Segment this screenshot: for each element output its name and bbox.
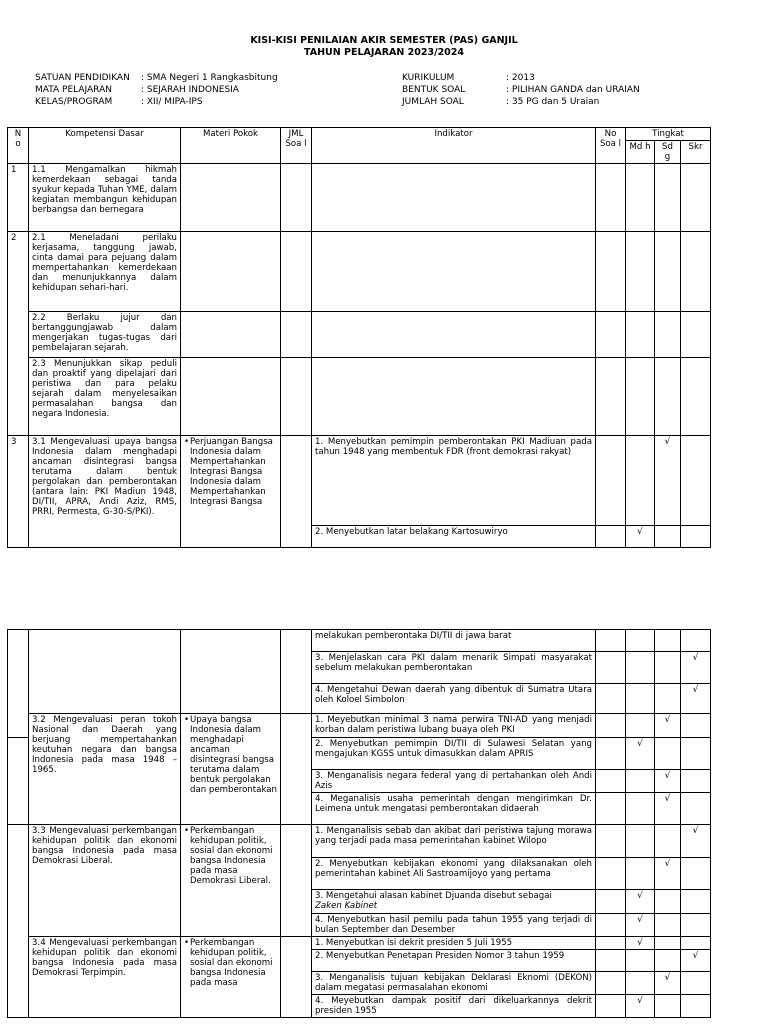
table-row: 2 2.1 Meneladani perilaku kerjasama, tanggung jawab, cinta damai para pejuang dalam mempertahankan kemerdekaan dan menunjukkannya dalam kehidupan sehari-hari. — [8, 232, 711, 312]
check-mark: √ — [681, 825, 711, 858]
table-row — [8, 630, 711, 652]
indicator-cell: 3. Menganalisis tujuan kebijakan Deklarasi Eknomi (DEKON) dalam megatasi permasalahan ekonomi — [312, 972, 596, 995]
indicator-cell: 2. Menyebutkan Penetapan Presiden Nomor 3 tahun 1959 — [312, 950, 596, 972]
header-tingkat: Tingkat — [626, 128, 711, 141]
check-mark: √ — [626, 995, 655, 1018]
kisi-kisi-table-page2 — [7, 629, 711, 1018]
indicator-cell: 1. Menganalisis sebab dan akibat dari peristiwa tajung morawa yang terjadi pada masa pemerintahan kabinet Wilopo — [312, 825, 596, 858]
indicator-cell: 2. Menyebutkan latar belakang Kartosuwiryo — [312, 526, 596, 548]
indicator-cell: 3. Menganalisis negara federal yang di pertahankan oleh Andi Azis — [312, 770, 596, 793]
check-mark: √ — [681, 652, 711, 684]
indicator-cell: 2. Menyebutkan kebijakan ekonomi yang dilaksanakan oleh pemerintahan kabinet Ali Sastroamijoyo yang pertama — [312, 858, 596, 890]
materi-cell: • Perkembangan kehidupan politik, sosial dan ekonomi bangsa Indonesia pada masa Demokrasi Liberal. — [181, 825, 281, 937]
kd-cell: 2.3 Menunjukkan sikap peduli dan proaktif yang dipelajari dari peristiwa dan para pelaku sejarah dalam menyelesaikan permasalahan bangsa dan negara Indonesia. — [29, 358, 181, 436]
kd-cell: 2.1 Meneladani perilaku kerjasama, tanggung jawab, cinta damai para pejuang dalam mempertahankan kemerdekaan dan menunjukkannya dalam kehidupan sehari-hari. — [29, 232, 181, 312]
indicator-cell: 4. Meganalisis usaha pemerintah dengan mengirimkan Dr. Leimena untuk mengatasi pemberontakan didaerah — [312, 793, 596, 825]
check-mark: √ — [626, 914, 655, 937]
kisi-kisi-table-page1 — [7, 127, 711, 548]
materi-cell: • Perjuangan Bangsa Indonesia dalam Mempertahankan Integrasi Bangsa Indonesia dalam Mempertahankan Integrasi Bangsa — [181, 436, 281, 548]
header-skr: Skr — [681, 141, 711, 164]
kd-cell: 3.2 Mengevaluasi peran tokoh Nasional dan Daerah yang berjuang mempertahankan keutuhan negara dan bangsa Indonesia pada masa 1948 – 1965. — [29, 714, 181, 825]
check-mark: √ — [655, 436, 681, 526]
indicator-cell: 3. Menjelaskan cara PKI dalam menarik Simpati masyarakat sebelum melakukan pemberontakan — [312, 652, 596, 684]
indicator-cell: 1. Menyebutkan pemimpin pemberontakan PKI Madiuan pada tahun 1948 yang membentuk FDR (front demokrasi rakyat) — [312, 436, 596, 526]
check-mark: √ — [655, 858, 681, 890]
materi-cell: • Perkembangan kehidupan politik, sosial dan ekonomi bangsa Indonesia pada masa — [181, 937, 281, 1018]
indicator-cell: 4. Meyebutkan dampak positif dari dikeluarkannya dekrit presiden 1955 — [312, 995, 596, 1018]
meta-row-jumlah: JUMLAH SOAL : 35 PG dan 5 Uraian — [402, 97, 600, 107]
kd-cell: 3.3 Mengevaluasi perkembangan kehidupan politik dan ekonomi bangsa Indonesia pada masa Demokrasi Liberal. — [29, 825, 181, 937]
kd-cell: 3.1 Mengevaluasi upaya bangsa Indonesia dalam menghadapi ancaman disintegrasi bangsa terutama dalam bentuk pergolakan dan pemberontakan (antara lain: PKI Madiun 1948, DI/TII, APRA, Andi Aziz, RMS, PRRI, Permesta, G-30-S/PKI). — [29, 436, 181, 548]
table-row: 3 3.1 Mengevaluasi upaya bangsa Indonesia dalam menghadapi ancaman disintegrasi bangsa terutama dalam bentuk pergolakan dan pemberontakan (antara lain: PKI Madiun 1948, DI/TII, APRA, Andi Aziz, RMS, PRRI, Permesta, G-30-S/PKI). • Perjuangan Bangsa Indonesia dalam Mempertahankan Integrasi Bangsa Indonesia dalam Mempertahankan Integrasi Bangsa 1. Menyebutkan pemimpin pemberontakan PKI Madiuan pada tahun 1948 yang membentuk FDR (front demokrasi rakyat) √ — [8, 436, 711, 526]
check-mark: √ — [681, 950, 711, 972]
indicator-cell: 1. Menyebutkan isi dekrit presiden 5 Juli 1955 — [312, 937, 596, 950]
meta-row-satuan: SATUAN PENDIDIKAN : SMA Negeri 1 Rangkasbitung — [35, 73, 278, 83]
header-jml: JML Soa l — [281, 128, 312, 164]
page-break — [0, 562, 768, 626]
meta-row-kurikulum: KURIKULUM : 2013 — [402, 73, 535, 83]
check-mark: √ — [626, 526, 655, 548]
indicator-cell: 1. Meyebutkan minimal 3 nama perwira TNI-AD yang menjadi korban dalam peristiwa lubang buaya oleh PKI — [312, 714, 596, 738]
check-mark: √ — [655, 793, 681, 825]
table-row — [8, 358, 711, 436]
table-row — [8, 937, 711, 950]
check-mark: √ — [626, 890, 655, 914]
meta-row-mapel: MATA PELAJARAN : SEJARAH INDONESIA — [35, 85, 239, 95]
kd-cell: 2.2 Berlaku jujur dan bertanggungjawab dalam mengerjakan tugas-tugas dari pembelajaran sejarah. — [29, 312, 181, 358]
kd-cell: 3.4 Mengevaluasi perkembangan kehidupan politik dan ekonomi bangsa Indonesia pada masa Demokrasi Terpimpin. — [29, 937, 181, 1018]
materi-cell: • Upaya bangsa Indonesia dalam menghadapi ancaman disintegrasi bangsa terutama dalam bentuk pergolakan dan pemberontakan — [181, 714, 281, 825]
check-mark: √ — [655, 972, 681, 995]
table-row — [8, 714, 711, 738]
meta-right — [402, 72, 640, 108]
indicator-cell: melakukan pemberontaka DI/TII di jawa barat — [312, 630, 596, 652]
table-row: 1 1.1 Mengamalkan hikmah kemerdekaan sebagai tanda syukur kepada Tuhan YME, dalam kegiatan membangun kehidupan berbangsa dan bernegara — [8, 164, 711, 232]
table-row — [8, 825, 711, 858]
indicator-cell: 3. Mengetahui alasan kabinet Djuanda disebut sebagai Zaken Kabinet — [312, 890, 596, 914]
header-no: N o — [8, 128, 29, 164]
check-mark: √ — [626, 738, 655, 770]
indicator-cell: 4. Mengetahui Dewan daerah yang dibentuk di Sumatra Utara oleh Koloel Simbolon — [312, 684, 596, 714]
header-mdh: Md h — [626, 141, 655, 164]
header-indikator: Indikator — [312, 128, 596, 164]
kd-cell: 1.1 Mengamalkan hikmah kemerdekaan sebagai tanda syukur kepada Tuhan YME, dalam kegiatan membangun kehidupan berbangsa dan bernegara — [29, 164, 181, 232]
check-mark: √ — [655, 770, 681, 793]
indicator-cell: 4. Menyebutkan hasil pemilu pada tahun 1955 yang terjadi di bulan September dan Desember — [312, 914, 596, 937]
table-row — [8, 312, 711, 358]
header-kd: Kompetensi Dasar — [29, 128, 181, 164]
check-mark: √ — [681, 684, 711, 714]
meta-row-kelas: KELAS/PROGRAM : XII/ MIPA-IPS — [35, 97, 203, 107]
header-nosoal: No Soa l — [596, 128, 626, 164]
document-subtitle: TAHUN PELAJARAN 2023/2024 — [303, 47, 465, 58]
indicator-cell: 2. Menyebutkan pemimpin DI/TII di Sulawesi Selatan yang mengajukan KGSS untuk dimasukkan dalam APRIS — [312, 738, 596, 770]
meta-row-bentuk: BENTUK SOAL : PILIHAN GANDA dan URAIAN — [402, 85, 640, 95]
header-materi: Materi Pokok — [181, 128, 281, 164]
document-title: KISI-KISI PENILAIAN AKIR SEMESTER (PAS) GANJIL — [250, 35, 518, 46]
header-sdg: Sd g — [655, 141, 681, 164]
check-mark: √ — [655, 714, 681, 738]
check-mark: √ — [626, 937, 655, 950]
meta-left — [35, 72, 278, 108]
